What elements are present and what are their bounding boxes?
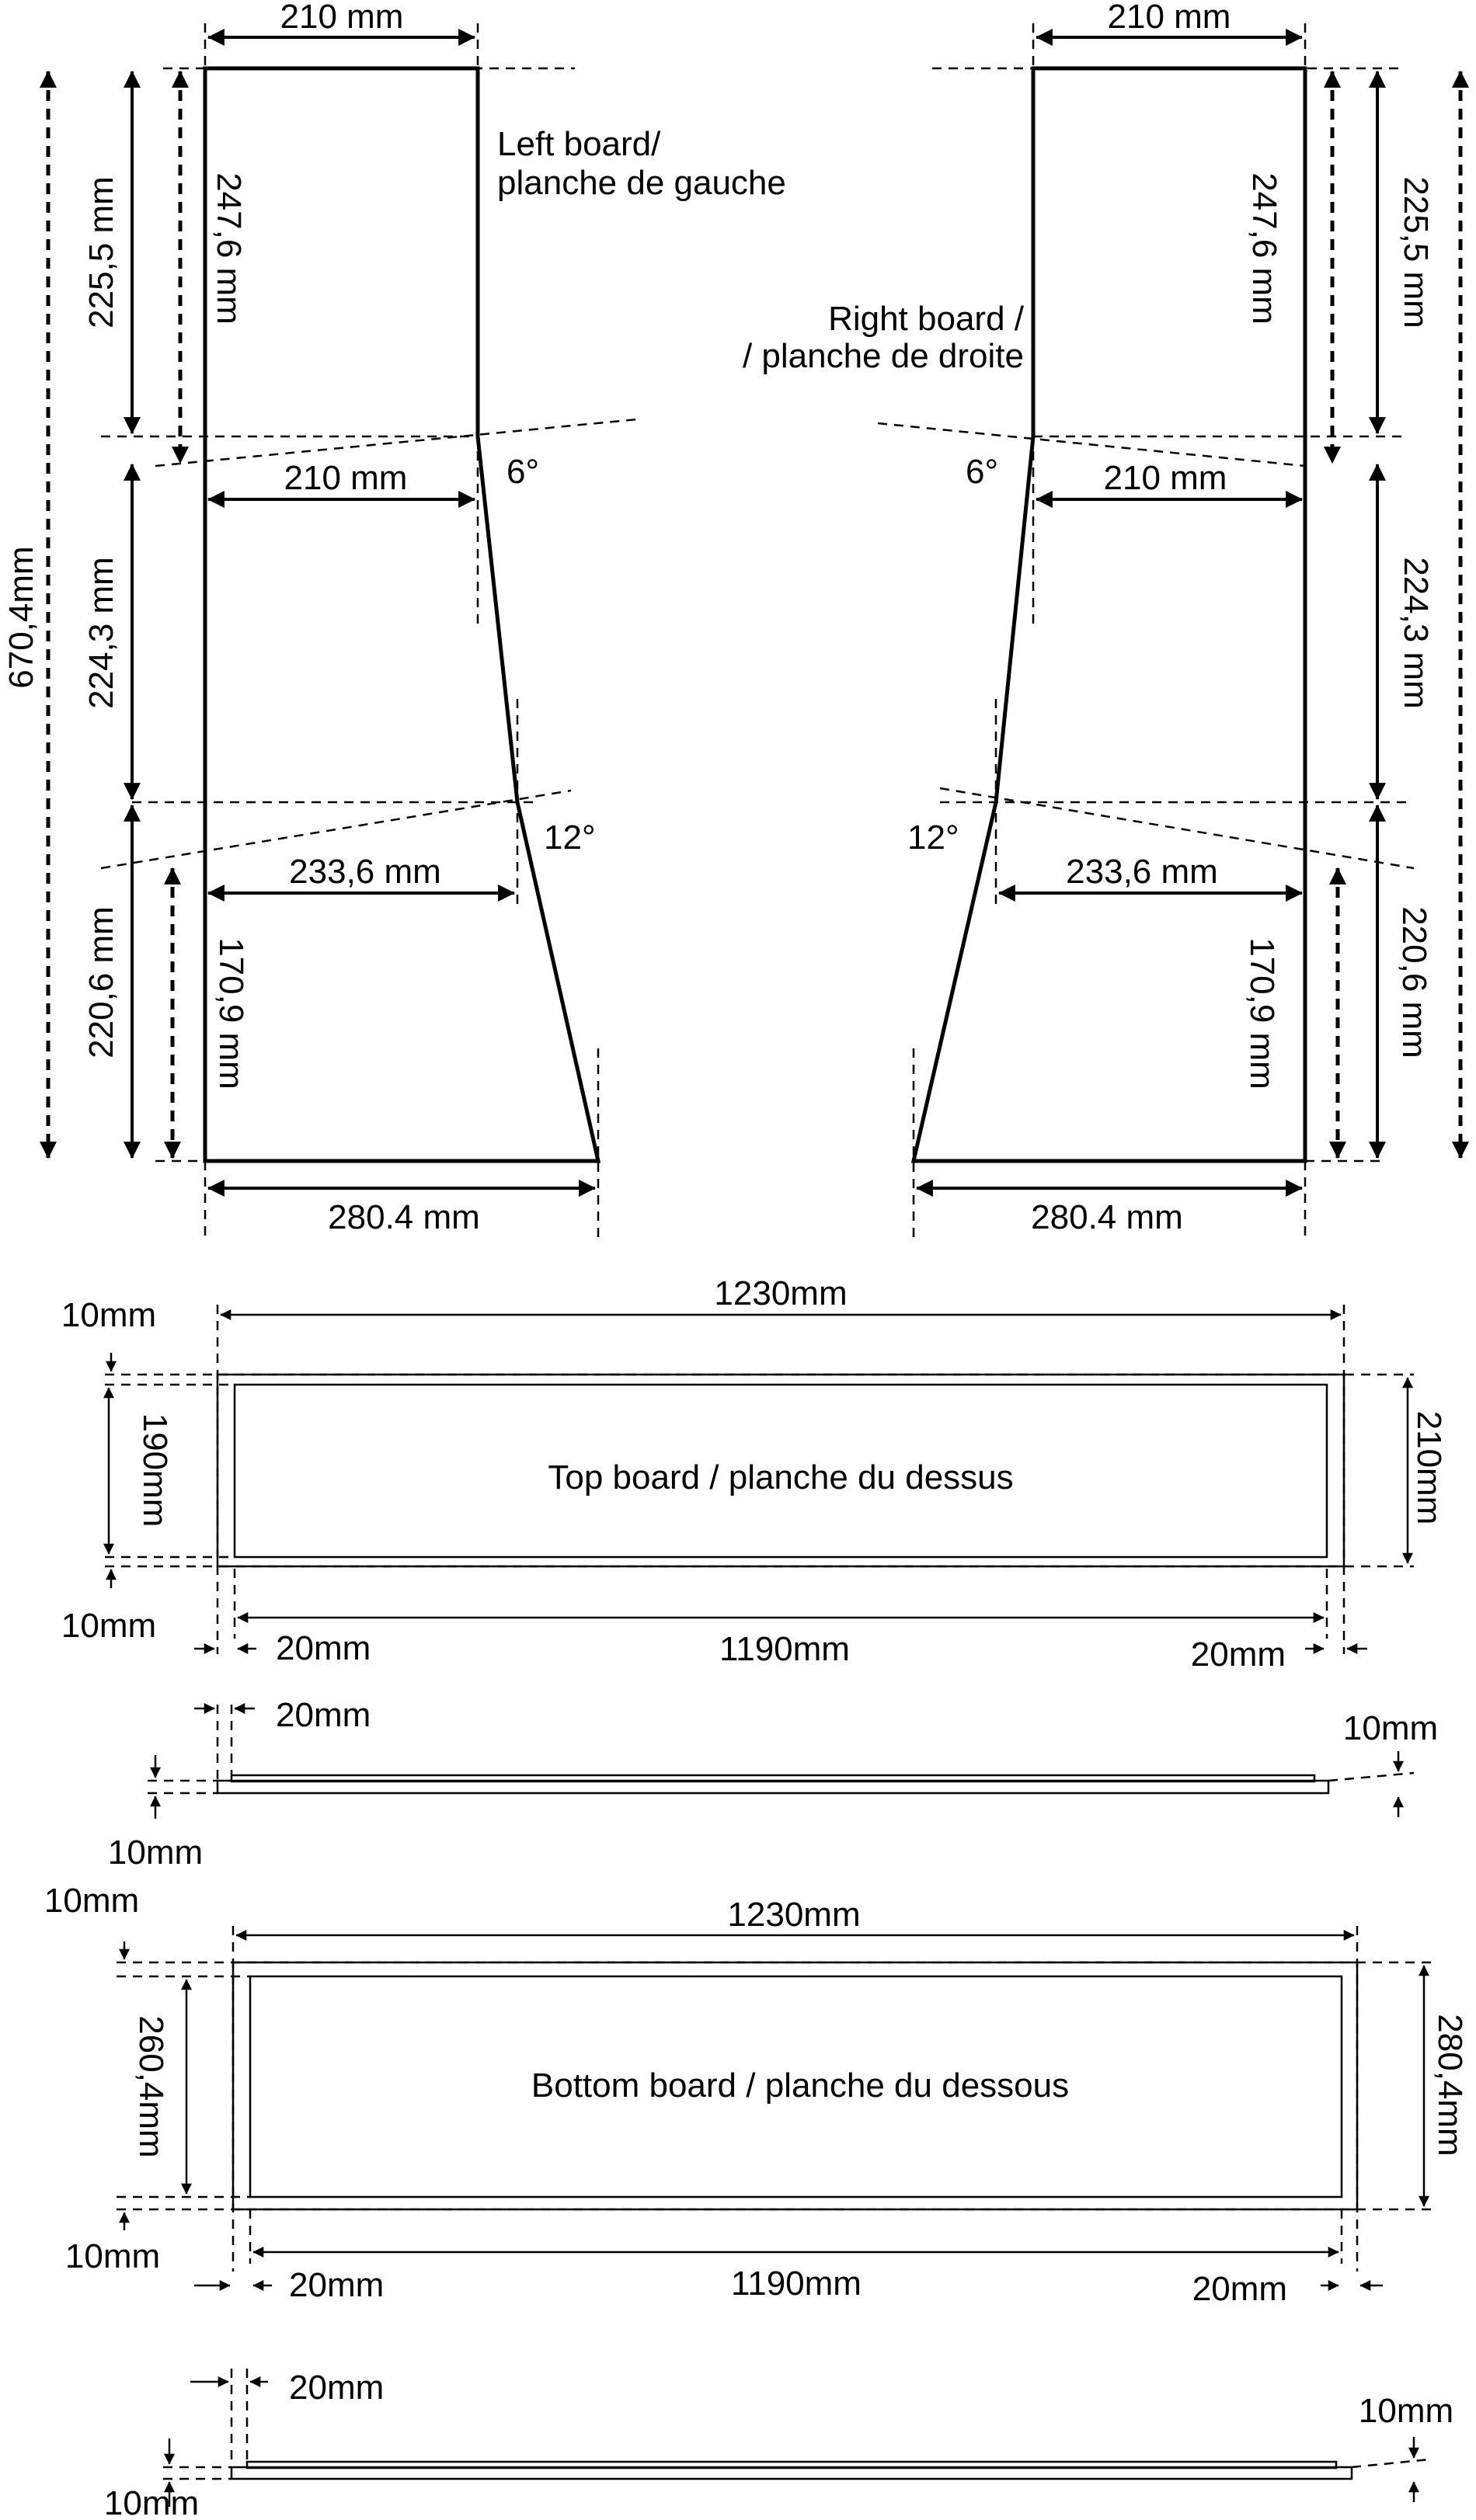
label-upper-height: 225,5 mm: [82, 176, 120, 328]
label-angle2: 12°: [907, 819, 959, 857]
label-width: 280,4mm: [1431, 2014, 1469, 2157]
label-side-right: 20mm: [1192, 2270, 1287, 2308]
label-bottom-width: 280.4 mm: [1031, 1198, 1183, 1236]
label-width: 210mm: [1410, 1410, 1448, 1525]
label-edge-right: 10mm: [1358, 2392, 1454, 2430]
top-board: [61, 1274, 1448, 1674]
edge-lip: [231, 1775, 1314, 1781]
label-edge-right: 10mm: [1342, 1709, 1439, 1747]
label-mid-width: 210 mm: [1103, 459, 1227, 497]
left-board-label-fr: planche de gauche: [497, 164, 786, 202]
label-edge-bottom: 10mm: [107, 1834, 204, 1872]
label-upper-inner-height: 247,6 mm: [210, 172, 248, 325]
label-lower-inner-height: 170,9 mm: [212, 937, 250, 1090]
label-angle1: 6°: [966, 453, 999, 491]
label-side-right: 20mm: [1190, 1635, 1286, 1674]
label-length: 1230mm: [714, 1274, 848, 1312]
label-lower-width: 233,6 mm: [289, 853, 441, 891]
label-inner-length: 1190mm: [719, 1630, 850, 1668]
label-inner-width: 260,4mm: [132, 2015, 170, 2158]
label-upper-inner-height: 247,6 mm: [1245, 172, 1283, 325]
label-side-left: 20mm: [289, 2266, 385, 2304]
label-lower-height: 220,6 mm: [82, 906, 120, 1058]
label-middle-height: 224,3 mm: [82, 557, 120, 709]
label-mid-width: 210 mm: [284, 459, 408, 497]
label-margin-top: 10mm: [61, 1296, 157, 1334]
guide: [878, 423, 1305, 466]
label-lower-width: 233,6 mm: [1066, 853, 1218, 891]
label-top-width: 210 mm: [1107, 0, 1231, 36]
label-angle1: 6°: [507, 453, 540, 491]
label-inner-length: 1190mm: [731, 2265, 862, 2303]
label-top-width: 210 mm: [280, 0, 404, 36]
label-side-left: 20mm: [276, 1629, 371, 1667]
left-board-label: Left board/: [497, 125, 661, 163]
label-edge-side: 20mm: [289, 2369, 385, 2407]
label-middle-height: 224,3 mm: [1397, 557, 1435, 709]
right-board-label: Right board /: [828, 300, 1024, 338]
edge-outer: [218, 1781, 1328, 1793]
right-board-label-fr: / planche de droite: [742, 337, 1024, 375]
guide: [1352, 2459, 1429, 2467]
bottom-board-edge-view: [104, 2369, 1453, 2520]
label-bottom-width: 280.4 mm: [328, 1198, 480, 1236]
guide: [1328, 1773, 1414, 1781]
edge-lip: [247, 2462, 1336, 2468]
top-board-label: Top board / planche du dessus: [548, 1458, 1014, 1496]
label-length: 1230mm: [727, 1896, 861, 1934]
label-margin-bottom: 10mm: [64, 2237, 161, 2275]
left-board: [2, 0, 786, 1243]
bottom-board-label: Bottom board / planche du dessous: [531, 2066, 1070, 2105]
label-upper-height: 225,5 mm: [1397, 176, 1435, 328]
top-board-edge-view: [108, 1696, 1438, 1872]
bottom-board: [44, 1882, 1469, 2308]
label-lower-inner-height: 170,9 mm: [1243, 937, 1281, 1090]
label-margin-bottom: 10mm: [61, 1607, 157, 1645]
label-edge-side: 20mm: [276, 1696, 371, 1734]
label-lower-height: 220,6 mm: [1395, 906, 1433, 1058]
label-margin-top: 10mm: [44, 1882, 140, 1920]
left-board-outline: [205, 68, 598, 1161]
label-angle2: 12°: [544, 819, 596, 857]
label-total-height: 670,4mm: [2, 546, 40, 689]
right-board: [743, 0, 1460, 1243]
label-inner-width: 190mm: [136, 1413, 174, 1528]
label-edge-bottom: 10mm: [103, 2484, 200, 2520]
